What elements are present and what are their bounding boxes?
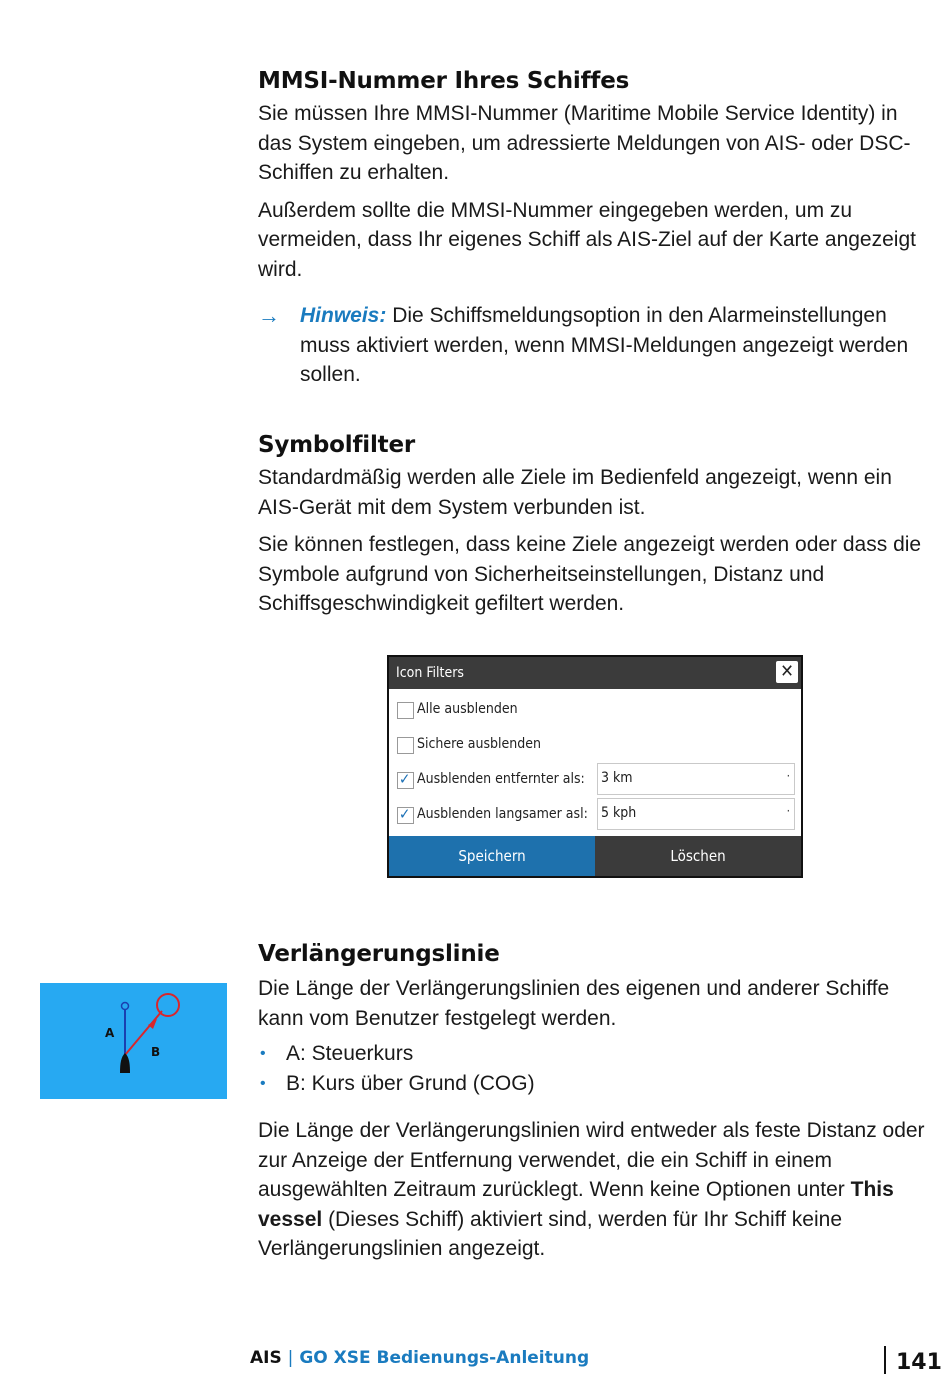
heading-symbolfilter: Symbolfilter bbox=[258, 432, 415, 458]
note-body bbox=[300, 301, 930, 390]
paragraph-extension-1: Die Länge der Verlängerungslinien des eigenen und anderer Schiffe kann vom Benutzer festgelegt werden. bbox=[258, 977, 890, 1030]
page-footer bbox=[250, 1348, 589, 1368]
label-hide-all: Alle ausblenden bbox=[417, 701, 518, 717]
distance-select[interactable] bbox=[597, 763, 795, 795]
bullet-list bbox=[258, 1039, 930, 1098]
extension-line-illustration bbox=[40, 983, 227, 1099]
distance-value: 3 km bbox=[601, 770, 633, 786]
list-item: • B: Kurs über Grund (COG) bbox=[258, 1069, 930, 1099]
checkbox-hide-distance[interactable] bbox=[397, 772, 414, 789]
speed-select[interactable] bbox=[597, 798, 795, 830]
close-icon[interactable]: ✕ bbox=[776, 661, 798, 683]
speed-value: 5 kph bbox=[601, 805, 637, 821]
label-hide-slow: Ausblenden langsamer asl: bbox=[417, 806, 588, 822]
section-symbolfilter bbox=[258, 432, 930, 619]
delete-button[interactable]: Löschen bbox=[595, 836, 801, 876]
paragraph-extension-2: Die Länge der Verlängerungslinien wird entweder als feste Distanz oder zur Anzeige der Entfernung verwendet, die ein Schiff in einem ausgewählten Zeitraum zurücklegt. Wenn keine Optionen unter This vessel (Dieses Schiff) aktiviert sind, werden für Ihr Schiff keine Verlängerungslinien angezeigt. bbox=[258, 1119, 925, 1260]
bullet-icon: • bbox=[260, 1045, 266, 1062]
checkbox-hide-all[interactable] bbox=[397, 702, 414, 719]
checkmark-icon: ✓ bbox=[399, 770, 411, 788]
dropdown-indicator-icon: · bbox=[786, 769, 790, 783]
checkmark-icon: ✓ bbox=[399, 805, 411, 823]
note-label: Hinweis: bbox=[300, 304, 387, 327]
label-hide-distance: Ausblenden entfernter als: bbox=[417, 771, 585, 787]
label-hide-safe: Sichere ausblenden bbox=[417, 736, 542, 752]
dropdown-indicator-icon: · bbox=[786, 804, 790, 818]
section-mmsi bbox=[258, 68, 930, 284]
footer-chapter: AIS bbox=[250, 1348, 282, 1368]
paragraph-symbolfilter-2: Sie können festlegen, dass keine Ziele angezeigt werden oder dass die Symbole aufgrund von Sicherheitseinstellungen, Distanz und Schiffsgeschwindigkeit gefiltert werden. bbox=[258, 533, 922, 615]
label-a: A bbox=[105, 1026, 115, 1040]
note-box bbox=[258, 301, 930, 390]
this-vessel-term: This vessel bbox=[258, 1178, 894, 1231]
section-extension bbox=[258, 941, 930, 1264]
paragraph-symbolfilter-1: Standardmäßig werden alle Ziele im Bedienfeld angezeigt, wenn ein AIS-Gerät mit dem System verbunden ist. bbox=[258, 466, 892, 519]
dialog-title: Icon Filters bbox=[396, 665, 464, 681]
note-text: Die Schiffsmeldungsoption in den Alarmeinstellungen muss aktiviert werden, wenn MMSI-Meldungen angezeigt werden sollen. bbox=[300, 304, 909, 386]
icon-filters-dialog bbox=[387, 655, 803, 878]
vessel-heading-cog-diagram bbox=[40, 983, 227, 1099]
list-item: • A: Steuerkurs bbox=[258, 1039, 930, 1069]
save-button[interactable]: Speichern bbox=[389, 836, 595, 876]
dialog-title-bar bbox=[389, 657, 801, 689]
checkbox-hide-safe[interactable] bbox=[397, 737, 414, 754]
footer-separator: | bbox=[287, 1348, 294, 1368]
heading-extension: Verlängerungslinie bbox=[258, 941, 500, 967]
bullet-icon: • bbox=[260, 1074, 266, 1092]
footer-manual-title: GO XSE Bedienungs-Anleitung bbox=[299, 1348, 590, 1368]
page-number: 141 bbox=[884, 1346, 942, 1375]
heading-mmsi: MMSI-Nummer Ihres Schiffes bbox=[258, 68, 630, 94]
arrow-right-icon: → bbox=[258, 303, 280, 328]
paragraph-mmsi-1: Sie müssen Ihre MMSI-Nummer (Maritime Mobile Service Identity) in das System eingeben, um adressierte Meldungen von AIS- oder DSC-Schiffen zu erhalten. bbox=[258, 102, 911, 184]
page-number-divider bbox=[884, 1346, 886, 1374]
checkbox-hide-slow[interactable] bbox=[397, 807, 414, 824]
paragraph-mmsi-2: Außerdem sollte die MMSI-Nummer eingegeben werden, um zu vermeiden, dass Ihr eigenes Schiff als AIS-Ziel auf der Karte angezeigt wird. bbox=[258, 198, 916, 281]
label-b: B bbox=[151, 1045, 161, 1059]
